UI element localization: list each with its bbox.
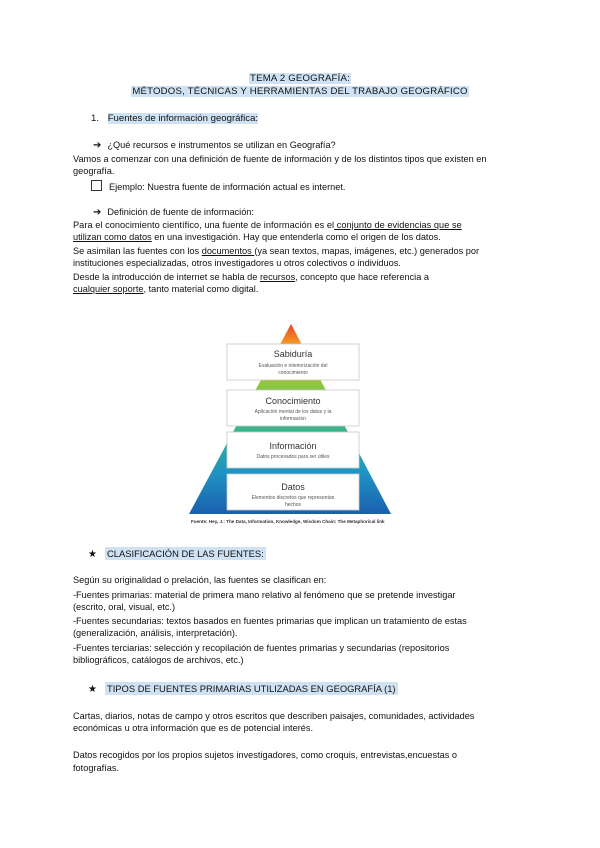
figure-caption: Fuente: Hey, J.: The Data, Information, Knowledge, Wisdom Chain: The Metaphorical link bbox=[191, 519, 385, 524]
svg-text:Evaluación e interiorización d: Evaluación e interiorización del bbox=[258, 363, 328, 369]
primary-types-p1-line2: económicas u otra información que es de potencial interés. bbox=[73, 723, 314, 733]
section1-heading: 1. Fuentes de información geográfica: bbox=[91, 113, 259, 124]
level-conocimiento bbox=[227, 390, 359, 426]
primary-types-p2-line2: fotografías. bbox=[73, 763, 119, 773]
svg-text:hechos: hechos bbox=[284, 502, 302, 508]
classification-intro: Según su originalidad o prelación, las fuentes se clasifican en: bbox=[73, 575, 327, 585]
definition-p3-line2: cualquier soporte, tanto material como digital. bbox=[73, 284, 259, 294]
page-subtitle bbox=[0, 86, 600, 97]
star-icon: ★ bbox=[88, 684, 97, 695]
star-icon: ★ bbox=[88, 549, 97, 560]
definition-p2-line1: Se asimilan las fuentes con los documentos (ya sean textos, mapas, imágenes, etc.) generados por bbox=[73, 246, 480, 256]
arrow-icon: ➔ bbox=[93, 140, 102, 151]
level-title: Datos bbox=[281, 482, 305, 492]
example-item bbox=[91, 180, 345, 192]
example-text: Ejemplo: Nuestra fuente de información actual es internet. bbox=[109, 182, 346, 192]
definition-p1-line2: utilizan como datos en una investigación. Hay que entenderla como el origen de los datos. bbox=[73, 232, 441, 242]
level-informacion bbox=[227, 432, 359, 468]
level-sabiduria bbox=[227, 344, 359, 380]
definition-bullet bbox=[93, 207, 254, 218]
page-title bbox=[0, 73, 600, 84]
secondary-line1: -Fuentes secundarias: textos basados en fuentes primarias que implican un tratamiento de estas bbox=[73, 616, 467, 626]
definition-p3-line1: Desde la introducción de internet se habla de recursos, concepto que hace referencia a bbox=[73, 272, 429, 282]
title-line1: TEMA 2 GEOGRAFÍA: bbox=[250, 73, 350, 84]
svg-text:Datos procesados para ser útil: Datos procesados para ser útiles bbox=[256, 454, 330, 460]
primary-line1: -Fuentes primarias: material de primera mano relativo al fenómeno que se pretende investigar bbox=[73, 590, 456, 600]
question-text: ¿Qué recursos e instrumentos se utilizan en Geografía? bbox=[107, 140, 336, 150]
question-answer-line1: Vamos a comenzar con una definición de fuente de información y de los distintos tipos que existen en bbox=[73, 154, 487, 164]
primary-types-heading: ★ TIPOS DE FUENTES PRIMARIAS UTILIZADAS EN GEOGRAFÍA (1) bbox=[88, 683, 396, 695]
level-datos bbox=[227, 474, 359, 510]
definition-p1-line1: Para el conocimiento científico, una fuente de información es el conjunto de evidencias que se bbox=[73, 220, 462, 230]
arrow-icon: ➔ bbox=[93, 207, 102, 218]
level-title: Conocimiento bbox=[265, 396, 321, 406]
definition-heading: Definición de fuente de información: bbox=[107, 207, 254, 217]
question-bullet bbox=[93, 140, 336, 151]
svg-text:Elementos discretos que repres: Elementos discretos que representan bbox=[251, 495, 335, 501]
checkbox-icon bbox=[91, 180, 102, 191]
tertiary-line1: -Fuentes terciarias: selección y recopilación de fuentes primarias y secundarias (repositorios bbox=[73, 643, 450, 653]
secondary-line2: (generalización, análisis, interpretación). bbox=[73, 628, 238, 638]
definition-p2-line2: instituciones especializadas, otros investigadores u otros colectivos o individuos. bbox=[73, 258, 401, 268]
title-line2: MÉTODOS, TÉCNICAS Y HERRAMIENTAS DEL TRABAJO GEOGRÁFICO bbox=[132, 86, 468, 97]
dikw-pyramid bbox=[185, 318, 425, 528]
tertiary-line2: bibliográficos, catálogos de archivos, etc.) bbox=[73, 655, 244, 665]
question-answer-line2: geografía. bbox=[73, 166, 115, 176]
level-title: Información bbox=[269, 441, 317, 451]
classification-heading: ★ CLASIFICACIÓN DE LAS FUENTES: bbox=[88, 548, 264, 560]
primary-line2: (escrito, oral, visual, etc.) bbox=[73, 602, 176, 612]
underlined-phrase: conjunto de evidencias que se bbox=[334, 220, 462, 230]
svg-text:Aplicación mental de los datos: Aplicación mental de los datos y la bbox=[254, 409, 332, 415]
level-title: Sabiduría bbox=[273, 349, 313, 359]
primary-types-p1-line1: Cartas, diarios, notas de campo y otros escritos que describen paisajes, comunidades, actividades bbox=[73, 711, 475, 721]
primary-types-p2-line1: Datos recogidos por los propios sujetos investigadores, como croquis, entrevistas,encuestas o bbox=[73, 750, 458, 760]
svg-text:conocimiento: conocimiento bbox=[278, 370, 308, 376]
svg-text:información: información bbox=[280, 416, 306, 422]
section1-label: Fuentes de información geográfica: bbox=[107, 113, 259, 124]
